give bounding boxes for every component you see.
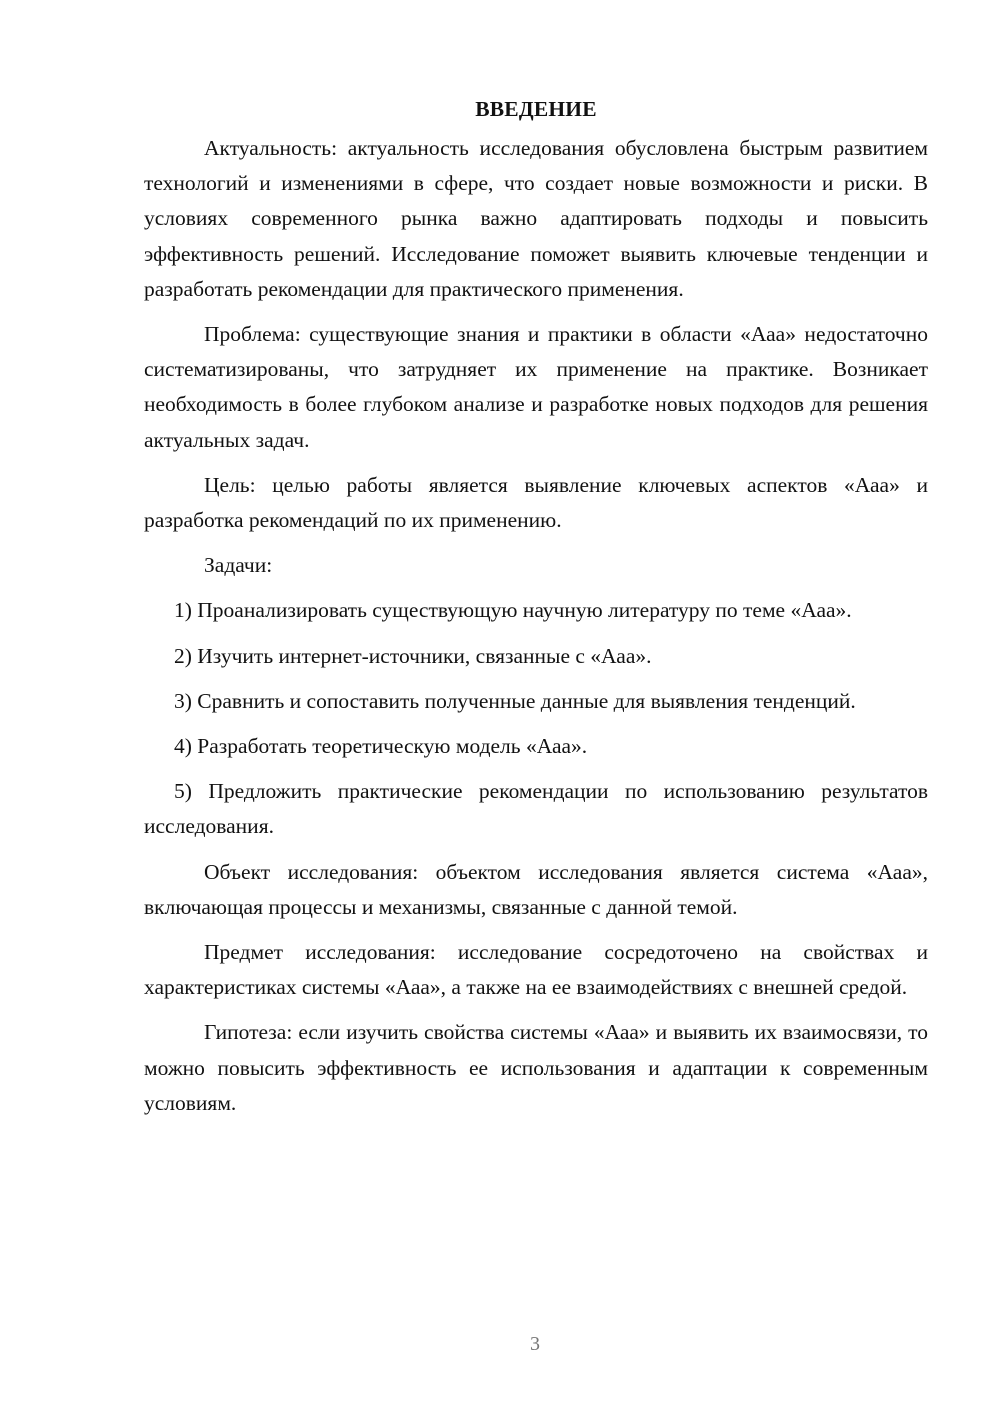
document-page	[144, 92, 928, 1131]
tasks-label: Задачи:	[204, 553, 273, 578]
page-number: 3	[530, 1333, 540, 1355]
task-item: 4) Разработать теоретическую модель «Ааа».	[174, 734, 588, 759]
task-item: 2) Изучить интернет-источники, связанные с «Ааа».	[174, 643, 652, 668]
task-item: 5) Предложить практические рекомендации по использованию результатов исследования.	[144, 779, 928, 839]
task-item: 3) Сравнить и сопоставить полученные данные для выявления тенденций.	[174, 688, 856, 713]
task-item: 1) Проанализировать существующую научную литературу по теме «Ааа».	[174, 598, 852, 623]
problem-paragraph: Проблема: существующие знания и практики в области «Ааа» недостаточно систематизированы, что затрудняет их применение на практике. Возникает необходимость в более глубоком анализе и разработке новых подходов для решения актуальных задач.	[144, 322, 928, 452]
relevance-paragraph: Актуальность: актуальность исследования обусловлена быстрым развитием технологий и изменениями в сфере, что создает новые возможности и риски. В условиях современного рынка важно адаптировать подходы и повысить эффективность решений. Исследование поможет выявить ключевые тенденции и разработать рекомендации для практического применения.	[144, 136, 928, 301]
subject-paragraph: Предмет исследования: исследование сосредоточено на свойствах и характеристиках системы «Ааа», а также на ее взаимодействиях с внешней средой.	[144, 940, 928, 1000]
hypothesis-paragraph: Гипотеза: если изучить свойства системы «Ааа» и выявить их взаимосвязи, то можно повысить эффективность ее использования и адаптации к современным условиям.	[144, 1020, 928, 1115]
object-paragraph: Объект исследования: объектом исследования является система «Ааа», включающая процессы и механизмы, связанные с данной темой.	[144, 859, 928, 919]
goal-paragraph: Цель: целью работы является выявление ключевых аспектов «Ааа» и разработка рекомендаций по их применению.	[144, 472, 928, 533]
section-title: ВВЕДЕНИЕ	[475, 97, 597, 121]
